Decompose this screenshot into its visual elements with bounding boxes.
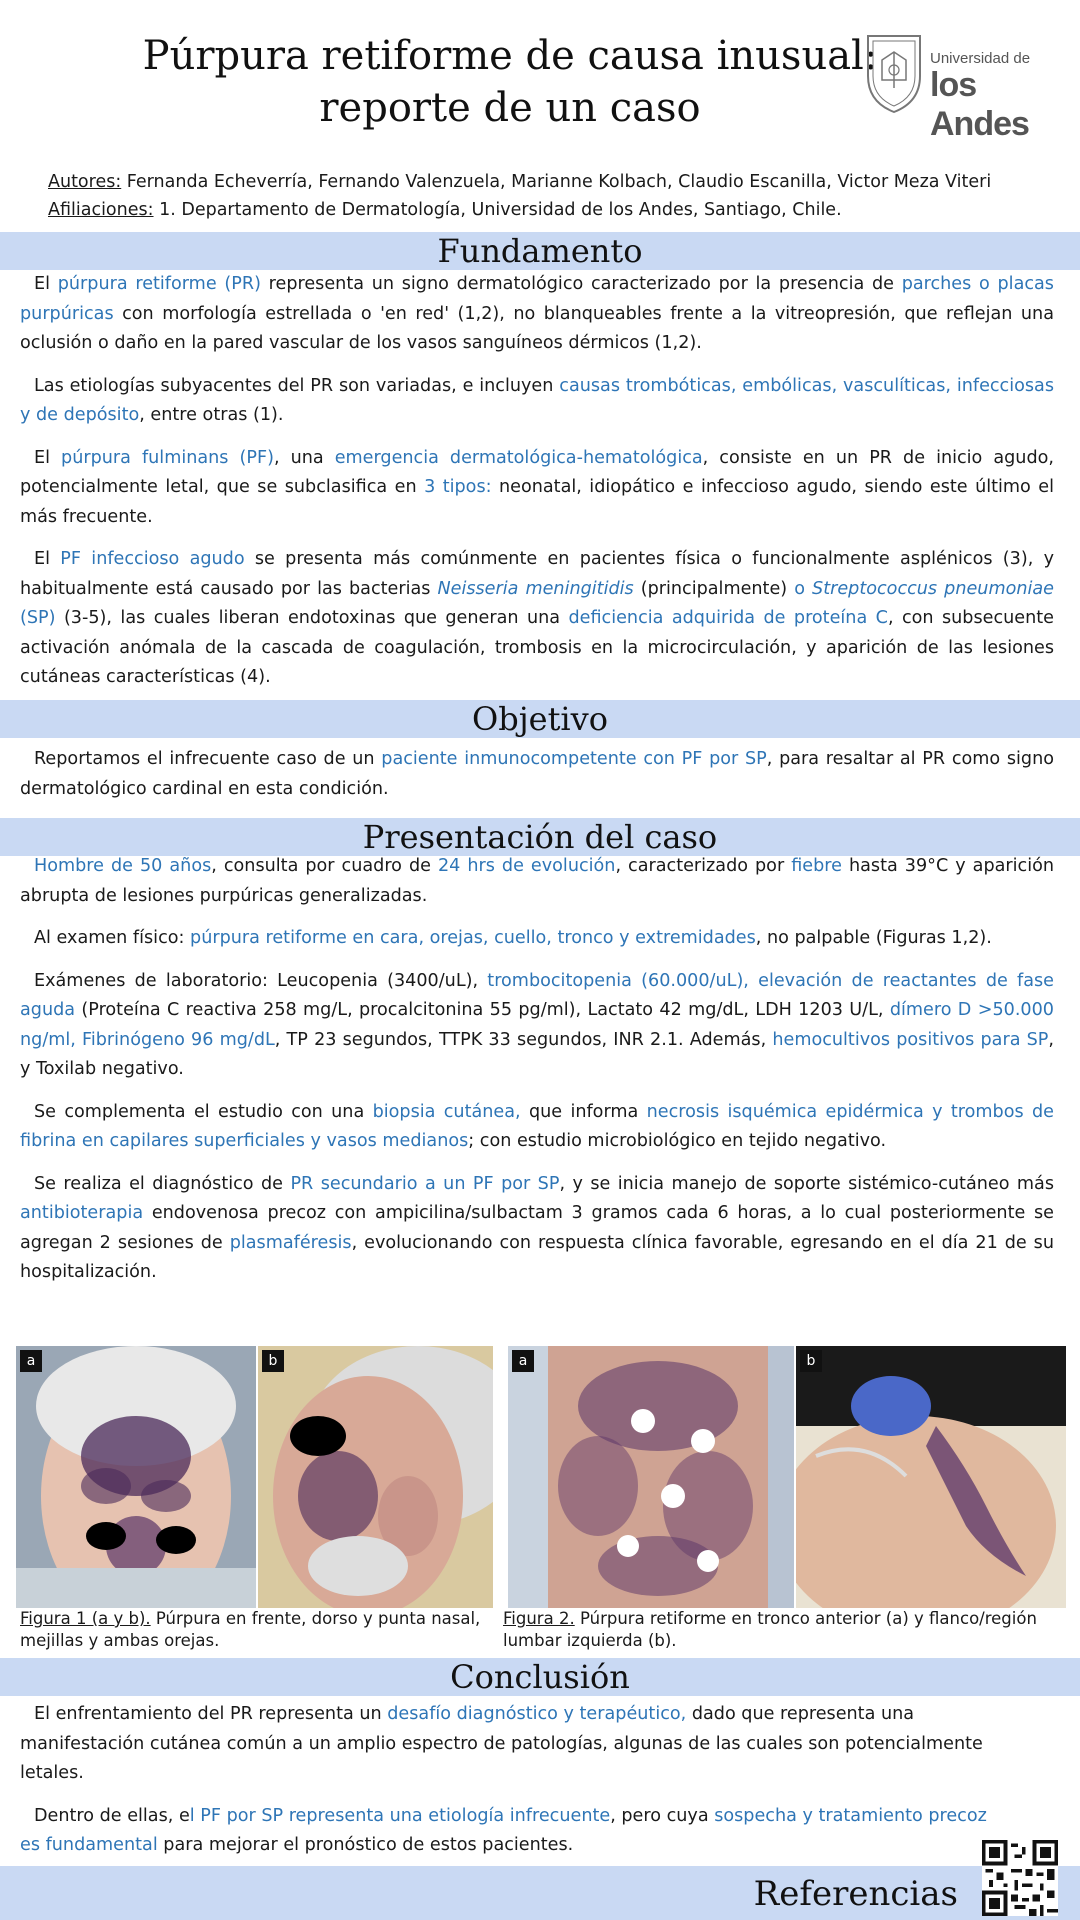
poster-title xyxy=(120,30,900,134)
figure-2-text: Púrpura retiforme en tronco anterior (a) y flanco/región lumbar izquierda (b). xyxy=(503,1609,1037,1650)
fundamento-paragraph-3: El púrpura fulminans (PF), una emergencia dermatológica-hematológica, consiste en un PR de inicio agudo, potencialmente letal, que se subclasifica en 3 tipos: neonatal, idiopático e infeccioso agudo, siendo este último el más frecuente. xyxy=(20,447,1054,527)
title-line-2: reporte de un caso xyxy=(319,85,701,131)
figure-1b-tag: b xyxy=(262,1350,284,1372)
figure-2-label: Figura 2. xyxy=(503,1609,575,1628)
conclusion-paragraph-1: El enfrentamiento del PR representa un desafío diagnóstico y terapéutico, dado que representa una manifestación cutánea común a un amplio espectro de patologías, algunas de las cuales son potencialmente letales. xyxy=(20,1704,983,1783)
qr-code-icon[interactable] xyxy=(982,1840,1058,1916)
figure-2b-photo xyxy=(796,1346,1066,1608)
figure-1a-photo xyxy=(16,1346,256,1608)
figure-2b-tag: b xyxy=(800,1350,822,1372)
caso-body xyxy=(20,852,1054,1301)
caso-paragraph-1: Hombre de 50 años, consulta por cuadro de 24 hrs de evolución, caracterizado por fiebre hasta 39°C y aparición abrupta de lesiones purpúricas generalizadas. xyxy=(20,856,1054,906)
figure-2a-photo xyxy=(508,1346,794,1608)
authors-block xyxy=(48,168,1068,224)
fundamento-paragraph-1: El púrpura retiforme (PR) representa un signo dermatológico caracterizado por la presencia de parches o placas purpúricas con morfología estrellada o 'en red' (1,2), no blanqueables frente a la vitreopresión, que reflejan una oclusión o daño en la pared vascular de los vasos sanguíneos dérmicos (1,2). xyxy=(20,274,1054,353)
figure-2a-tag: a xyxy=(512,1350,534,1372)
fundamento-paragraph-4: El PF infeccioso agudo se presenta más comúnmente en pacientes física o funcionalmente asplénicos (3), y habitualmente está causado por las bacterias Neisseria meningitidis (principalmente) o Streptococcus pneumoniae (SP) (3-5), las cuales liberan endotoxinas que generan una deficiencia adquirida de proteína C, con subsecuente activación anómala de la cascada de coagulación, trombosis en la microcirculación, y aparición de las lesiones cutáneas características (4). xyxy=(20,549,1055,687)
affiliations-text: 1. Departamento de Dermatología, Universidad de los Andes, Santiago, Chile. xyxy=(153,200,842,220)
figure-2-caption xyxy=(503,1608,1063,1652)
fundamento-body xyxy=(20,270,1054,706)
authors-line xyxy=(48,168,1068,196)
affiliations-label: Afiliaciones: xyxy=(48,200,154,220)
caso-paragraph-2: Al examen físico: púrpura retiforme en cara, orejas, cuello, tronco y extremidades, no palpable (Figuras 1,2). xyxy=(34,928,992,948)
authors-names: Fernanda Echeverría, Fernando Valenzuela, Marianne Kolbach, Claudio Escanilla, Victor Meza Viteri xyxy=(121,172,992,192)
conclusion-paragraph-2: Dentro de ellas, el PF por SP representa una etiología infrecuente, pero cuya sospecha y tratamiento precoz es fundamental para mejorar el pronóstico de estos pacientes. xyxy=(20,1805,987,1855)
section-heading-objetivo: Objetivo xyxy=(0,700,1080,738)
affiliations-line xyxy=(48,196,1068,224)
caso-paragraph-4: Se complementa el estudio con una biopsia cutánea, que informa necrosis isquémica epidérmica y trombos de fibrina en capilares superficiales y vasos medianos; con estudio microbiológico en tejido negativo. xyxy=(20,1101,1054,1151)
fundamento-paragraph-2: Las etiologías subyacentes del PR son variadas, e incluyen causas trombóticas, embólicas, vasculíticas, infecciosas y de depósito, entre otras (1). xyxy=(20,375,1055,425)
logo-text-small: Universidad de xyxy=(930,50,1031,67)
section-heading-caso: Presentación del caso xyxy=(0,818,1080,856)
references-bar xyxy=(0,1866,1080,1920)
objetivo-body xyxy=(20,745,1054,817)
caso-paragraph-5: Se realiza el diagnóstico de PR secundario a un PF por SP, y se inicia manejo de soporte sistémico-cutáneo más antibioterapia endovenosa precoz con ampicilina/sulbactam 3 gramos cada 6 horas, a lo cual posteriormente se agregan 2 sesiones de plasmaféresis, evolucionando con respuesta clínica favorable, egresando en el día 21 de su hospitalización. xyxy=(20,1173,1054,1282)
caso-paragraph-3: Exámenes de laboratorio: Leucopenia (3400/uL), trombocitopenia (60.000/uL), elevación de reactantes de fase aguda (Proteína C reactiva 258 mg/L, procalcitonina 55 pg/ml), Lactato 42 mg/dL, LDH 1203 U/L, dímero D >50.000 ng/ml, Fibrinógeno 96 mg/dL, TP 23 segundos, TTPK 33 segundos, INR 2.1. Además, hemocultivos positivos para SP, y Toxilab negativo. xyxy=(20,970,1055,1079)
conclusion-body xyxy=(20,1700,1010,1874)
objetivo-paragraph-1: Reportamos el infrecuente caso de un paciente inmunocompetente con PF por SP, para resaltar al PR como signo dermatológico cardinal en esta condición. xyxy=(20,749,1055,799)
logo-text-large: los Andes xyxy=(930,66,1029,143)
figure-1-label: Figura 1 (a y b). xyxy=(20,1609,151,1628)
authors-label: Autores: xyxy=(48,172,122,192)
university-logo xyxy=(862,30,1072,143)
section-heading-fundamento: Fundamento xyxy=(0,232,1080,270)
section-heading-conclusion: Conclusión xyxy=(0,1658,1080,1696)
figure-1a-tag: a xyxy=(20,1350,42,1372)
figure-1b-photo xyxy=(258,1346,493,1608)
figure-1-caption xyxy=(20,1608,490,1652)
figure-1-text: Púrpura en frente, dorso y punta nasal, mejillas y ambas orejas. xyxy=(20,1609,481,1650)
university-seal-icon xyxy=(862,30,926,114)
references-heading[interactable]: Referencias xyxy=(753,1874,958,1914)
title-line-1: Púrpura retiforme de causa inusual: xyxy=(142,33,878,79)
